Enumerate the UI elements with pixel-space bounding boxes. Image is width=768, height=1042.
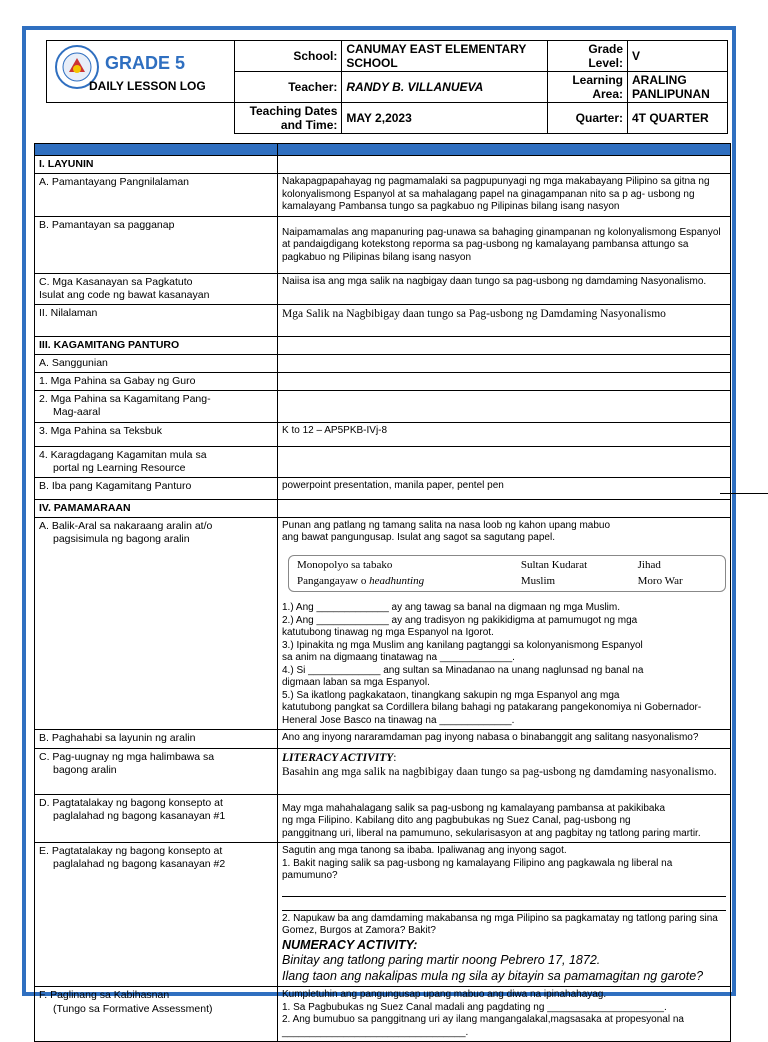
row-kagamitang-pang-mag-aaral: 2. Mga Pahina sa Kagamitang Pang- Mag-aaral [35, 391, 731, 422]
row-layunin: I. LAYUNIN [35, 156, 731, 174]
row-iba-pang-kagamitan: B. Iba pang Kagamitang Panturo powerpoint presentation, manila paper, pentel pen [35, 477, 731, 499]
row-pag-uugnay: C. Pag-uugnay ng mga halimbawa sa bagong aralin LITERACY ACTIVITY: Basahin ang mga salik na nagbibigay daan tungo sa pag-usbong ng damdaming nasyonalismo. [35, 748, 731, 794]
teacher-value: RANDY B. VILLANUEVA [342, 72, 548, 103]
quarter-value: 4T QUARTER [628, 103, 728, 134]
row-kasanayan: C. Mga Kasanayan sa Pagkatuto Isulat ang code ng bawat kasanayan Naiisa isa ang mga salik na nagbigay daan tungo sa pag-usbong ng damdaming Nasyonalismo. [35, 273, 731, 304]
log-title: DAILY LESSON LOG [89, 79, 206, 93]
grade-level-label: Grade Level: [548, 41, 628, 72]
logo-spacer [47, 103, 235, 134]
row-pagtatalakay-1: D. Pagtatalakay ng bagong konsepto at paglalahad ng bagong kasanayan #1 May mga mahahalagang salik sa pag-usbong ng kamalayang pambansa at pakikibaka ng mga Filipino. Kabilang dito ang pagbubukas ng Suez Canal, pag-usbong ng panggitnang uri, liberal na pamumuno, sekularisasyon at ang pagbitay ng tatlong paring martir. [35, 794, 731, 843]
date-value: MAY 2,2023 [342, 103, 548, 134]
row-paglinang: F. Paglinang sa Kabihasnan (Tungo sa Formative Assessment) Kumpletuhin ang pangungusap upang mabuo ang diwa na ipinahahayag. 1. Sa Pagbubukas ng Suez Canal madali ang pagdating ng _____________________. 2. Ang bumubuo sa panggitnang uri ay ilang mangangalakal,magsasaka at propesyonal na _________________________________. [35, 987, 731, 1042]
row-balik-aral: A. Balik-Aral sa nakaraang aralin at/o pagsisimula ng bagong aralin Punan ang patlang ng tamang salita na nasa loob ng kahon upang mabuo ang bawat pangungusap. Isulat ang sagot sa sagutang papel. Monopolyo sa tabako Sultan Kudarat Jihad Pangangayaw o headhunting Muslim Moro War 1.) Ang _____________ ay ang tawag sa banal na digmaan ng mga Muslim. 2.) Ang _____________ ay ang tradisyon ng pakikidigma at pamumugot ng mga katutubong tinawag ng mga Espanyol na Igorot. 3.) Ipinakita ng mga Muslim ang kanilang pagtanggi sa kolonyanismong Espanyol sa anim na digmaang tinatawag na _____________. 4.) Si _____________ ang sultan sa Minadanao na unang naglunsad ng banal na digmaan laban sa mga Espanyol. 5.) Sa ikatlong pagkakataon, tinangkang sakupin ng mga Espanyol ang mga katutubong pangkat sa Cordillera bilang bahagi ng patakarang pangekonomiya ni Gobernador- Heneral Jose Basco na tinawag na _____________. [35, 517, 731, 730]
row-paghahabi: B. Paghahabi sa layunin ng aralin Ano ang inyong nararamdaman pag inyong nabasa o binabanggit ang salitang nasyonalismo? [35, 730, 731, 748]
row-karagdagang: 4. Karagdagang Kagamitan mula sa portal ng Learning Resource [35, 446, 731, 477]
row-gabay: 1. Mga Pahina sa Gabay ng Guro [35, 373, 731, 391]
row-pamantayan-pagganap: B. Pamantayan sa pagganap Naipamamalas ang mapanuring pag-unawa sa bahaging ginampanan ng kolonyalismong Espanyol at pandaigdigang kotekstong reporma sa pag-usbong ng kamalayang pambansa attungo sa pagkabuo ng Pilipinas bilang isang nasyon [35, 216, 731, 273]
header-bar [35, 144, 731, 156]
dates-label: Teaching Dates and Time: [234, 103, 342, 134]
quarter-label: Quarter: [548, 103, 628, 134]
word-box: Monopolyo sa tabako Sultan Kudarat Jihad Pangangayaw o headhunting Muslim Moro War [288, 555, 726, 593]
school-label: School: [234, 41, 342, 72]
row-nilalaman: II. Nilalaman Mga Salik na Nagbibigay daan tungo sa Pag-usbong ng Damdaming Nasyonalismo [35, 304, 731, 336]
grade-level-value: V [628, 41, 728, 72]
learning-area-label: Learning Area: [548, 72, 628, 103]
lesson-table [34, 143, 731, 1042]
row-pamamaraan: IV. PAMAMARAAN [35, 499, 731, 517]
header-table [46, 40, 728, 134]
school-value: CANUMAY EAST ELEMENTARY SCHOOL [342, 41, 548, 72]
row-pamantayang-pangnilalaman: A. Pamantayang Pangnilalaman Nakapagpapahayag ng pagmamalaki sa pagpupunyagi ng mga makabayang Pilipino sa gitna ng kolonyalismong Espanyol at sa mahalagang papel na ginagampanan nito sa p ag- usbong ng kamalayang Pambansa tungo sa pagkabuo ng Pilipinas bilang isang nasyon [35, 174, 731, 217]
teacher-label: Teacher: [234, 72, 342, 103]
row-sanggunian: A. Sanggunian [35, 355, 731, 373]
logo-cell [47, 41, 235, 103]
grade-title: GRADE 5 [105, 53, 186, 73]
row-pagtatalakay-2: E. Pagtatalakay ng bagong konsepto at paglalahad ng bagong kasanayan #2 Sagutin ang mga tanong sa ibaba. Ipaliwanag ang inyong sagot. 1. Bakit naging salik sa pag-usbong ng kamalayang Filipino ang pagkawala ng liberal na pamumuno? 2. Napukaw ba ang damdaming makabansa ng mga Pilipino sa pagkamatay ng tatlong paring sina Gomez, Burgos at Zamora? Bakit? NUMERACY ACTIVITY: Binitay ang tatlong paring martir noong Pebrero 17, 1872. Ilang taon ang nakalipas mula ng sila ay bitayin sa pamamagitan ng garote? [35, 843, 731, 987]
answer-line[interactable] [282, 899, 726, 911]
row-teksbuk: 3. Mga Pahina sa Teksbuk K to 12 – AP5PKB-IVj-8 [35, 422, 731, 446]
learning-area-value: ARALING PANLIPUNAN [628, 72, 728, 103]
row-kagamitan: III. KAGAMITANG PANTURO [35, 336, 731, 354]
answer-line[interactable] [282, 885, 726, 897]
